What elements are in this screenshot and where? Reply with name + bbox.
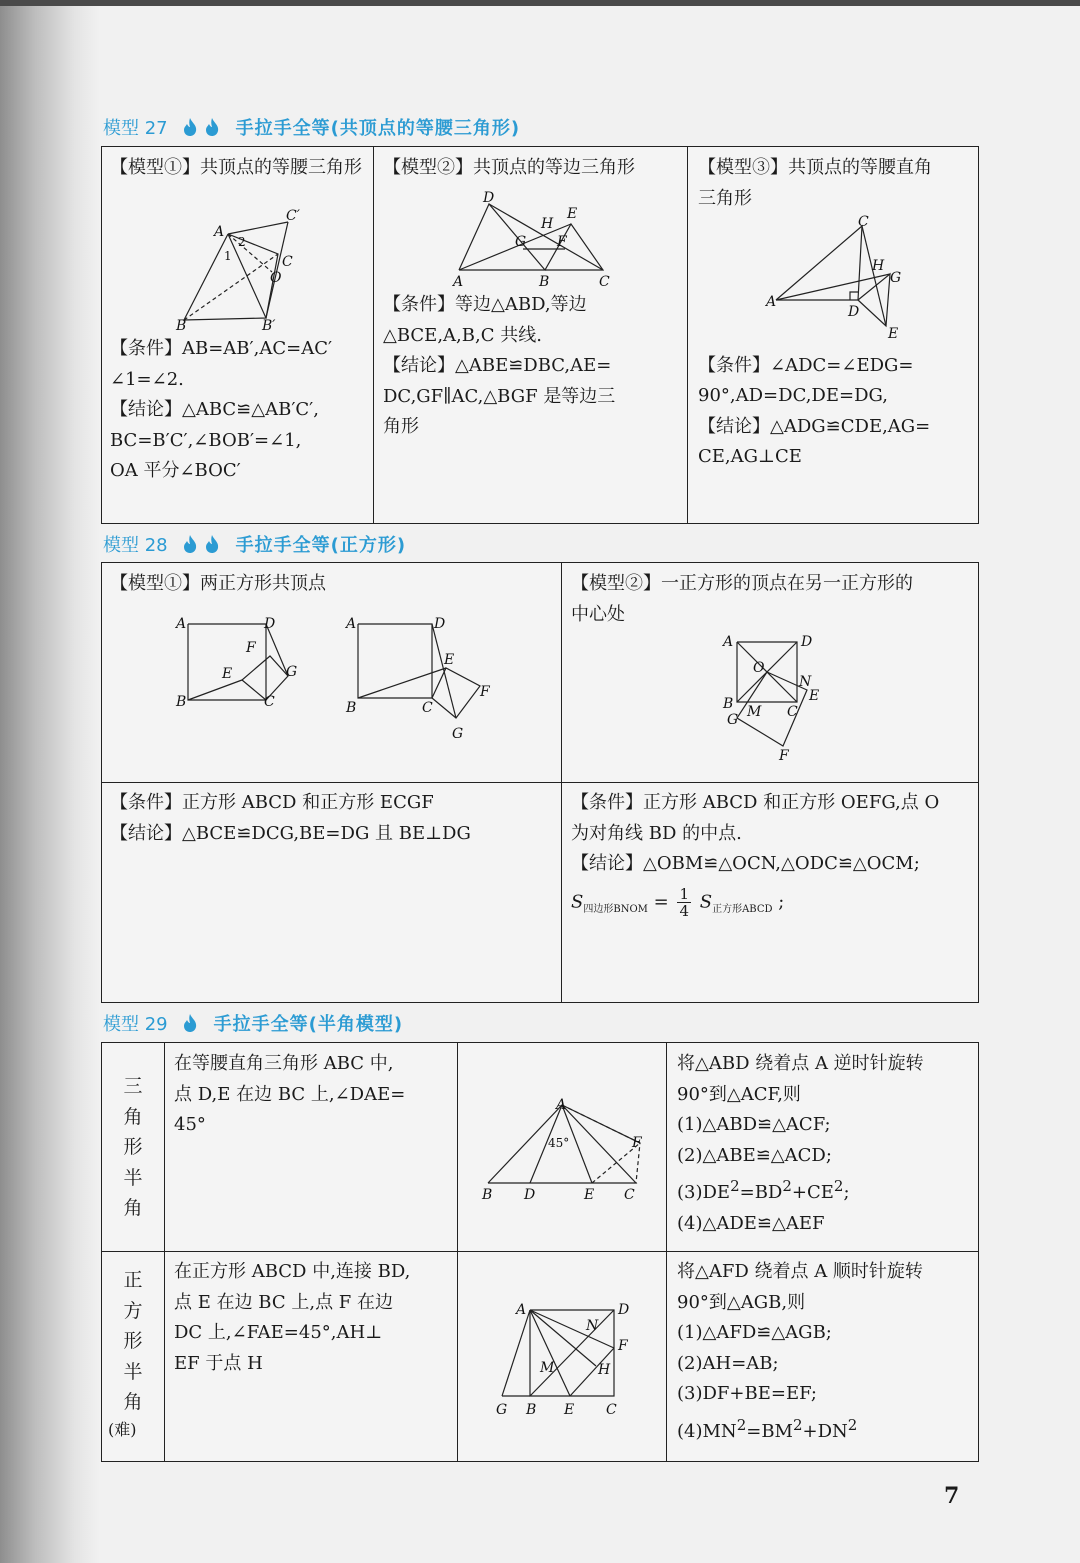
label-A: A <box>176 615 187 632</box>
flame-icon <box>204 117 220 137</box>
label-B: B <box>539 273 550 290</box>
cell-conclusion-2: BC=B′C′,∠BOB′=∠1, <box>110 429 302 451</box>
divider <box>687 147 688 523</box>
cell-condition: 【条件】AB=AB′,AC=AC′ <box>110 338 333 359</box>
area-right-sub: 正方形ABCD <box>712 903 773 915</box>
side-char: 三 <box>123 1075 143 1097</box>
row1-description <box>174 1049 450 1141</box>
label-M: M <box>747 704 762 720</box>
label-F: F <box>618 1338 628 1354</box>
model28-box <box>101 562 979 1003</box>
concl-line: (3)DF+BE=EF; <box>677 1383 818 1404</box>
label-H: H <box>872 258 885 274</box>
concl-line <box>677 1171 973 1209</box>
sup: 2 <box>833 1177 844 1195</box>
model27-number: 模型 27 <box>103 118 168 139</box>
model28-title: 手拉手全等(正方形) <box>235 535 407 556</box>
cell-condition-2: 90°,AD=DC,DE=DG, <box>698 385 888 406</box>
model28-cell2-text <box>571 788 971 925</box>
label-C: C <box>282 253 293 270</box>
sup: 2 <box>782 1177 792 1195</box>
cell-conclusion: 【结论】△ADG≌CDE,AG= <box>698 415 931 437</box>
cell-heading: 【模型①】共顶点的等腰三角形 <box>110 157 362 178</box>
cell-condition: 【条件】正方形 ABCD 和正方形 ECGF <box>110 792 434 813</box>
concl-part: =BD <box>739 1182 783 1203</box>
cell-condition: 【条件】正方形 ABCD 和正方形 OEFG,点 O <box>571 792 940 813</box>
desc-line: DC 上,∠FAE=45°,AH⊥ <box>174 1322 383 1343</box>
area-right: S <box>699 891 713 912</box>
model29-number: 模型 29 <box>103 1014 168 1035</box>
desc-line: EF 于点 H <box>174 1352 263 1374</box>
label-B: B <box>346 699 357 716</box>
concl-line: (1)△ABD≌△ACF; <box>677 1114 831 1135</box>
side-char: 半 <box>123 1360 143 1383</box>
label-E: E <box>564 1402 575 1418</box>
model29-title: 手拉手全等(半角模型) <box>213 1014 404 1035</box>
label-C-prime: C′ <box>286 207 300 224</box>
model27-diagram2 <box>383 184 679 290</box>
label-F: F <box>246 639 256 656</box>
page-number: 7 <box>944 1483 960 1509</box>
label-B: B <box>723 696 734 712</box>
label-G: G <box>452 725 464 742</box>
cell-condition-2: △BCE,A,B,C 共线. <box>383 324 542 346</box>
label-F: F <box>557 233 567 250</box>
label-F: F <box>779 748 789 764</box>
flame-icon <box>182 1013 198 1033</box>
label-G: G <box>890 270 902 286</box>
side-char: 正 <box>123 1269 143 1291</box>
side-char: 角 <box>123 1197 143 1219</box>
divider <box>102 782 978 783</box>
flame-icon <box>204 534 220 554</box>
label-A: A <box>346 615 357 632</box>
model28-diagram1 <box>110 600 550 750</box>
label-A: A <box>556 1097 567 1113</box>
label-N: N <box>799 674 812 690</box>
cell-conclusion-3: 角形 <box>383 416 419 437</box>
concl-part: (4)MN <box>677 1420 737 1442</box>
label-B: B <box>482 1187 493 1203</box>
cell-heading: 【模型①】两正方形共顶点 <box>110 573 326 594</box>
fraction-denominator: 4 <box>679 901 689 920</box>
label-C: C <box>858 214 869 230</box>
cell-condition-2: 为对角线 BD 的中点. <box>571 822 742 844</box>
cell-heading: 【模型②】一正方形的顶点在另一正方形的 <box>571 573 913 594</box>
label-A: A <box>766 294 777 310</box>
row2-description <box>174 1257 450 1379</box>
concl-line: (4)△ADE≌△AEF <box>677 1212 825 1234</box>
model28-diagram2 <box>571 630 971 770</box>
divider <box>373 147 374 523</box>
label-B: B <box>526 1402 537 1418</box>
label-C: C <box>606 1402 617 1418</box>
cell-conclusion: 【结论】△BCE≌DCG,BE=DG 且 BE⊥DG <box>110 822 471 844</box>
label-B-prime: B′ <box>262 317 276 334</box>
model29-heading <box>103 1010 403 1036</box>
row2-side-note: (难) <box>108 1420 137 1439</box>
label-G: G <box>515 233 527 250</box>
label-A: A <box>723 634 734 650</box>
label-D: D <box>848 304 860 320</box>
model28-cell2-figure <box>571 569 971 781</box>
label-2: 2 <box>238 234 246 249</box>
model29-box <box>101 1042 979 1462</box>
label-E: E <box>222 665 233 682</box>
model27-box <box>101 146 979 524</box>
label-G: G <box>496 1402 508 1418</box>
concl-line: 90°到△AGB,则 <box>677 1291 806 1313</box>
concl-line: 将△AFD 绕着点 A 顺时针旋转 <box>677 1261 923 1282</box>
model27-diagram3 <box>698 214 972 340</box>
row1-side-label <box>118 1071 148 1224</box>
desc-line: 45° <box>174 1114 206 1135</box>
fraction <box>677 886 691 919</box>
label-E: E <box>584 1187 595 1203</box>
label-E: E <box>444 651 455 668</box>
area-left: S <box>571 891 584 912</box>
label-C: C <box>422 699 433 716</box>
sup: 2 <box>736 1415 747 1434</box>
desc-line: 在等腰直角三角形 ABC 中, <box>174 1053 394 1074</box>
model27-title: 手拉手全等(共顶点的等腰三角形) <box>235 118 521 139</box>
area-end: ; <box>778 891 785 912</box>
label-D: D <box>524 1187 536 1203</box>
model27-cell2 <box>383 153 679 443</box>
side-char: 方 <box>123 1299 143 1322</box>
label-H: H <box>598 1362 611 1378</box>
label-N: N <box>586 1318 599 1334</box>
label-E: E <box>888 326 899 342</box>
label-H: H <box>541 215 554 232</box>
sup: 2 <box>792 1415 803 1434</box>
cell-conclusion-2: DC,GF∥AC,△BGF 是等边三 <box>383 385 616 407</box>
area-eq: = <box>653 891 669 912</box>
cell-heading: 【模型②】共顶点的等边三角形 <box>383 157 635 178</box>
cell-heading-2: 三角形 <box>698 187 752 209</box>
concl-line: 将△ABD 绕着点 A 逆时针旋转 <box>677 1053 924 1074</box>
cell-conclusion: 【结论】△ABC≌△AB′C′, <box>110 399 319 420</box>
flame-icon <box>182 534 198 554</box>
label-F: F <box>632 1135 642 1151</box>
label-C: C <box>624 1187 635 1203</box>
label-1: 1 <box>224 248 232 263</box>
label-E: E <box>567 205 578 222</box>
label-F: F <box>480 683 490 700</box>
desc-line: 点 E 在边 BC 上,点 F 在边 <box>174 1291 394 1313</box>
cell-heading: 【模型③】共顶点的等腰直角 <box>698 157 932 178</box>
model27-diagram1 <box>110 184 366 334</box>
model28-number: 模型 28 <box>103 535 168 556</box>
concl-line: (2)△ABE≌△ACD; <box>677 1144 832 1166</box>
concl-line: 90°到△ACF,则 <box>677 1083 801 1105</box>
cell-conclusion-3: OA 平分∠BOC′ <box>110 460 241 481</box>
area-left-sub: 四边形BNOM <box>583 903 648 915</box>
concl-part: +DN <box>802 1420 848 1442</box>
label-M: M <box>540 1360 555 1376</box>
cell-heading-2: 中心处 <box>571 603 625 625</box>
model28-heading <box>103 531 406 557</box>
row2-side-label <box>118 1265 148 1418</box>
cell-condition: 【条件】∠ADC=∠EDG= <box>698 354 914 376</box>
cell-conclusion: 【结论】△OBM≌△OCN,△ODC≌△OCM; <box>571 853 920 874</box>
model27-heading <box>103 114 520 140</box>
cell-conclusion-2: CE,AG⊥CE <box>698 446 802 467</box>
sup: 2 <box>730 1177 740 1195</box>
concl-part: (3)DE <box>677 1182 731 1203</box>
divider <box>164 1043 165 1461</box>
concl-part: =BM <box>746 1420 793 1442</box>
label-B: B <box>176 693 187 710</box>
model28-cell1-figure <box>110 569 550 760</box>
label-E: E <box>809 688 820 704</box>
fraction-numerator: 1 <box>679 884 689 903</box>
label-B: B <box>176 317 187 334</box>
label-A: A <box>516 1302 527 1318</box>
label-A: A <box>453 273 464 290</box>
side-char: 形 <box>123 1136 143 1158</box>
row2-diagram <box>458 1252 666 1460</box>
side-char: 角 <box>123 1391 143 1413</box>
side-char: 形 <box>123 1330 143 1352</box>
label-45: 45° <box>548 1136 570 1150</box>
side-char: 半 <box>123 1166 143 1189</box>
label-C: C <box>599 273 610 290</box>
label-A: A <box>214 223 225 240</box>
label-C: C <box>264 693 275 710</box>
row1-diagram <box>458 1043 666 1251</box>
label-C: C <box>787 704 798 720</box>
concl-line <box>677 1410 973 1448</box>
concl-part: ; <box>843 1182 850 1203</box>
side-char: 角 <box>123 1105 143 1128</box>
cell-condition-2: ∠1=∠2. <box>110 368 184 390</box>
label-O: O <box>270 269 282 286</box>
cell-condition: 【条件】等边△ABD,等边 <box>383 294 587 315</box>
label-D: D <box>434 615 446 632</box>
label-D: D <box>801 634 813 650</box>
row1-conclusions <box>677 1049 973 1239</box>
label-D: D <box>264 615 276 632</box>
area-formula <box>571 886 971 926</box>
top-edge <box>0 0 1080 6</box>
row2-conclusions <box>677 1257 973 1447</box>
sup: 2 <box>847 1415 858 1434</box>
desc-line: 点 D,E 在边 BC 上,∠DAE= <box>174 1083 406 1105</box>
label-D: D <box>483 189 495 206</box>
cell-conclusion: 【结论】△ABE≌DBC,AE= <box>383 355 612 376</box>
concl-line: (2)AH=AB; <box>677 1352 779 1374</box>
model28-cell1-text <box>110 788 550 849</box>
desc-line: 在正方形 ABCD 中,连接 BD, <box>174 1261 411 1282</box>
label-O: O <box>753 660 765 676</box>
model27-cell3 <box>698 153 972 473</box>
model27-cell1 <box>110 153 366 487</box>
flame-icon <box>182 117 198 137</box>
label-G: G <box>286 663 298 680</box>
concl-line: (1)△AFD≌△AGB; <box>677 1322 832 1343</box>
label-D: D <box>618 1302 630 1318</box>
divider <box>666 1043 667 1461</box>
page-shadow <box>0 6 100 1563</box>
label-G: G <box>727 712 739 728</box>
concl-part: +CE <box>791 1182 834 1203</box>
